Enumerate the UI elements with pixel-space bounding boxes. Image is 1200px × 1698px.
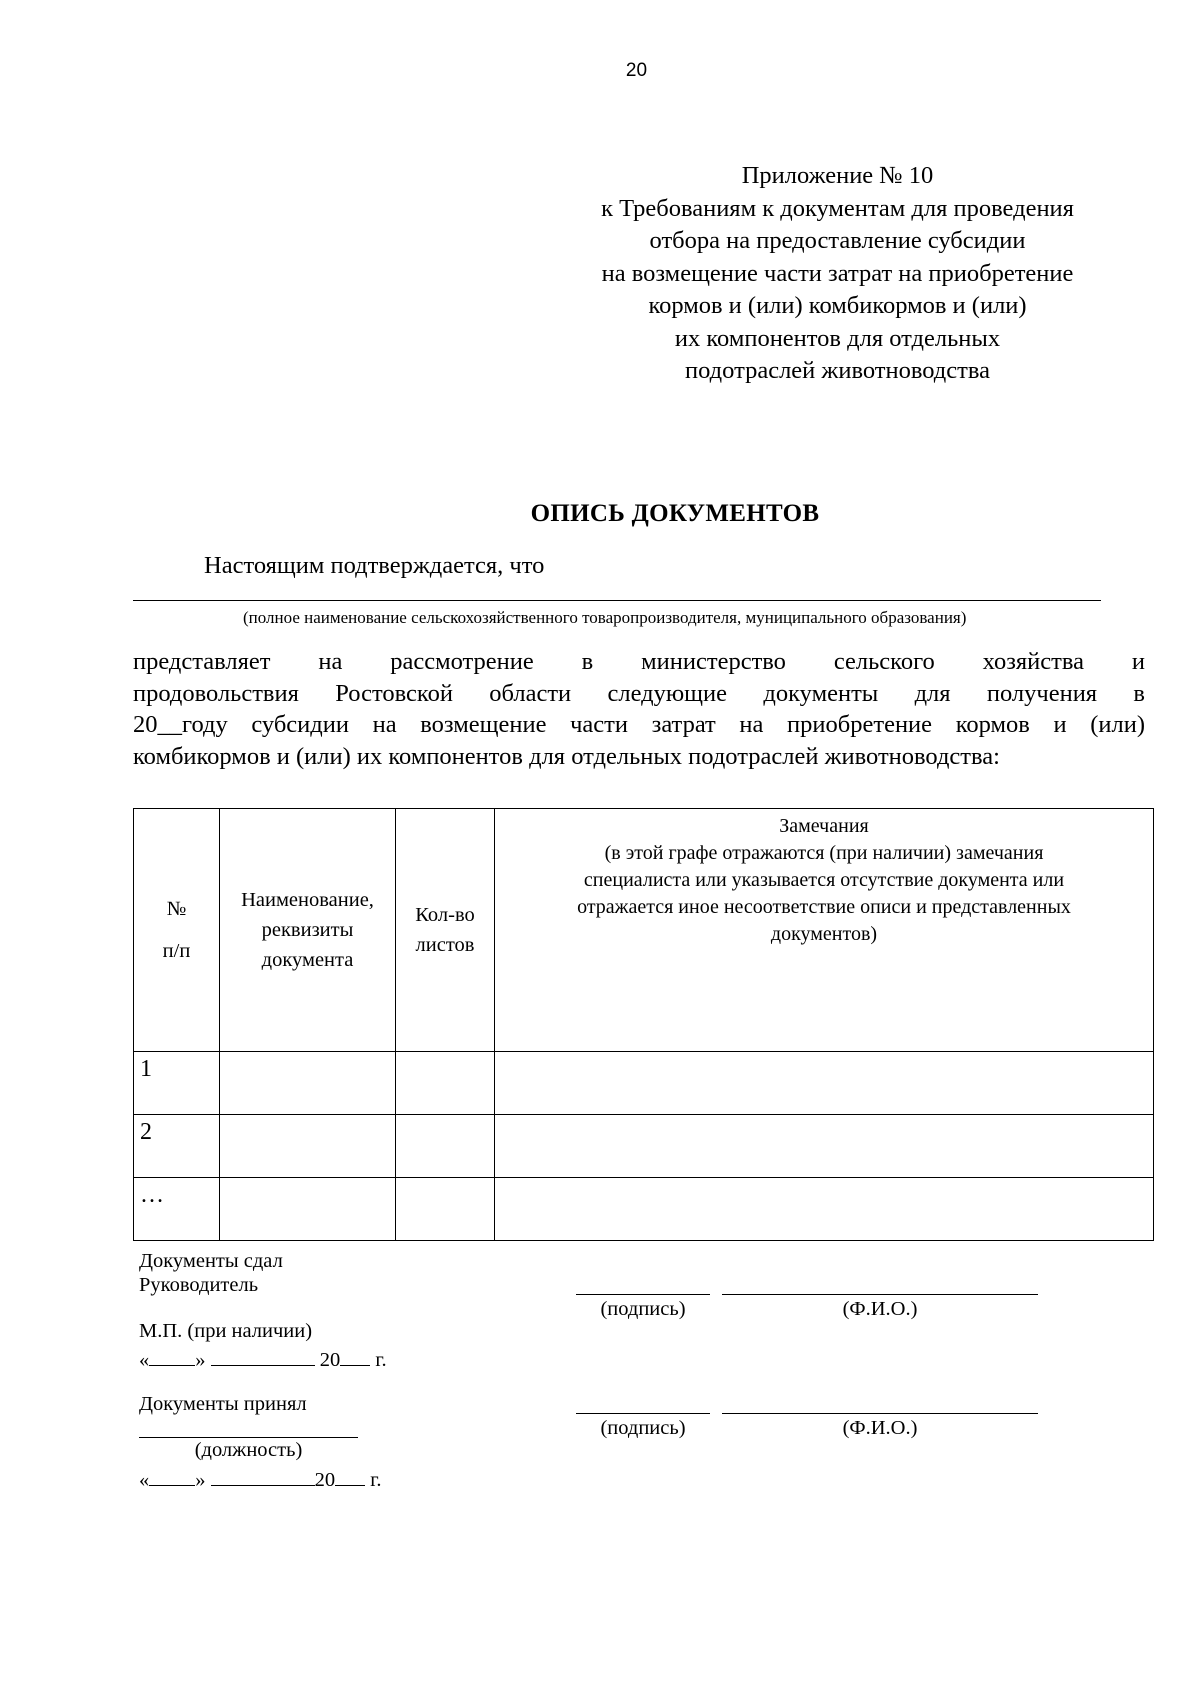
appendix-line: на возмещение части затрат на приобретение [601, 259, 1074, 287]
received-fio-caption: (Ф.И.О.) [842, 1417, 918, 1439]
documents-table [133, 808, 1154, 1241]
submitted-label: Документы сдал [139, 1250, 283, 1272]
date-month-blank [211, 1345, 315, 1366]
appendix-line: Приложение № 10 [741, 162, 934, 189]
row-remarks [495, 1178, 1154, 1241]
submitted-role: Руководитель [139, 1274, 259, 1296]
row-number: 1 [134, 1052, 220, 1115]
submitted-date [139, 1345, 387, 1372]
date-close-quote: » [195, 1349, 206, 1371]
appendix-line: подотраслей животноводства [685, 357, 990, 384]
date-day-blank [149, 1465, 195, 1486]
header-text: документа [261, 949, 354, 971]
body-line: 20__году субсидии на возмещение части затрат на приобретение кормов и (или) [133, 711, 1145, 738]
header-text: Замечания [779, 815, 869, 837]
header-document-name [220, 809, 396, 1052]
date-year-blank [335, 1465, 365, 1486]
body-paragraph [133, 646, 1145, 772]
row-number: 2 [134, 1115, 220, 1178]
date-open-quote: « [139, 1349, 150, 1371]
submitted-fio-caption: (Ф.И.О.) [842, 1298, 918, 1320]
received-position-caption: (должность) [194, 1439, 303, 1461]
appendix-line: к Требованиям к документам для проведения [601, 194, 1074, 222]
row-document-name [220, 1178, 396, 1241]
received-fio-line [722, 1413, 1038, 1414]
received-date [139, 1465, 381, 1492]
row-document-name [220, 1052, 396, 1115]
date-close-quote: » [195, 1469, 206, 1491]
received-label: Документы принял [139, 1393, 307, 1415]
received-position-line [139, 1437, 358, 1438]
table-row [134, 1115, 1154, 1178]
row-sheet-count [396, 1115, 495, 1178]
header-number-symbol: № [166, 898, 187, 920]
header-text: листов [415, 934, 475, 956]
producer-name-line [133, 600, 1101, 601]
date-open-quote: « [139, 1469, 150, 1491]
appendix-line: кормов и (или) комбикормов и (или) [648, 292, 1027, 319]
table-row [134, 1052, 1154, 1115]
appendix-line: их компонентов для отдельных [674, 324, 1001, 352]
header-number [134, 809, 220, 1052]
header-text: документов) [770, 923, 878, 945]
header-number-abbr: п/п [162, 940, 191, 962]
header-text: Кол-во [415, 904, 475, 926]
header-remarks [495, 809, 1154, 1052]
date-year-prefix: 20 [314, 1469, 336, 1491]
row-document-name [220, 1115, 396, 1178]
appendix-header [550, 160, 1125, 388]
row-remarks [495, 1052, 1154, 1115]
date-suffix: г. [370, 1469, 382, 1491]
table-row [134, 1178, 1154, 1241]
date-year-prefix: 20 [319, 1349, 341, 1371]
date-year-blank [340, 1345, 370, 1366]
row-number: … [134, 1178, 220, 1241]
row-remarks [495, 1115, 1154, 1178]
body-line: представляет на рассмотрение в министерство сельского хозяйства и [133, 648, 1145, 675]
date-suffix: г. [375, 1349, 387, 1371]
body-line: продовольствия Ростовской области следующие документы для получения в [133, 679, 1145, 707]
header-text: реквизиты [261, 919, 354, 941]
header-sheet-count [396, 809, 495, 1052]
date-day-blank [149, 1345, 195, 1366]
header-text: Наименование, [241, 889, 374, 911]
date-month-blank [211, 1465, 315, 1486]
row-sheet-count [396, 1052, 495, 1115]
submitted-signature-caption: (подпись) [600, 1298, 686, 1320]
received-signature-caption: (подпись) [600, 1417, 686, 1439]
confirm-text: Настоящим подтверждается, что [204, 552, 545, 579]
page-number: 20 [625, 60, 648, 81]
appendix-line: отбора на предоставление субсидии [649, 227, 1026, 254]
header-text: специалиста или указывается отсутствие документа или [583, 869, 1065, 891]
stamp-note: М.П. (при наличии) [139, 1320, 313, 1342]
producer-name-caption: (полное наименование сельскохозяйственного товаропроизводителя, муниципального образования) [243, 608, 967, 627]
table-header-row [134, 809, 1154, 1052]
header-text: отражается иное несоответствие описи и представленных [577, 896, 1071, 918]
submitted-signature-line [576, 1294, 710, 1295]
document-title: ОПИСЬ ДОКУМЕНТОВ [530, 500, 820, 527]
header-text: (в этой графе отражаются (при наличии) замечания [604, 842, 1044, 864]
row-sheet-count [396, 1178, 495, 1241]
submitted-fio-line [722, 1294, 1038, 1295]
received-signature-line [576, 1413, 710, 1414]
body-line: комбикормов и (или) их компонентов для отдельных подотраслей животноводства: [133, 742, 1000, 770]
